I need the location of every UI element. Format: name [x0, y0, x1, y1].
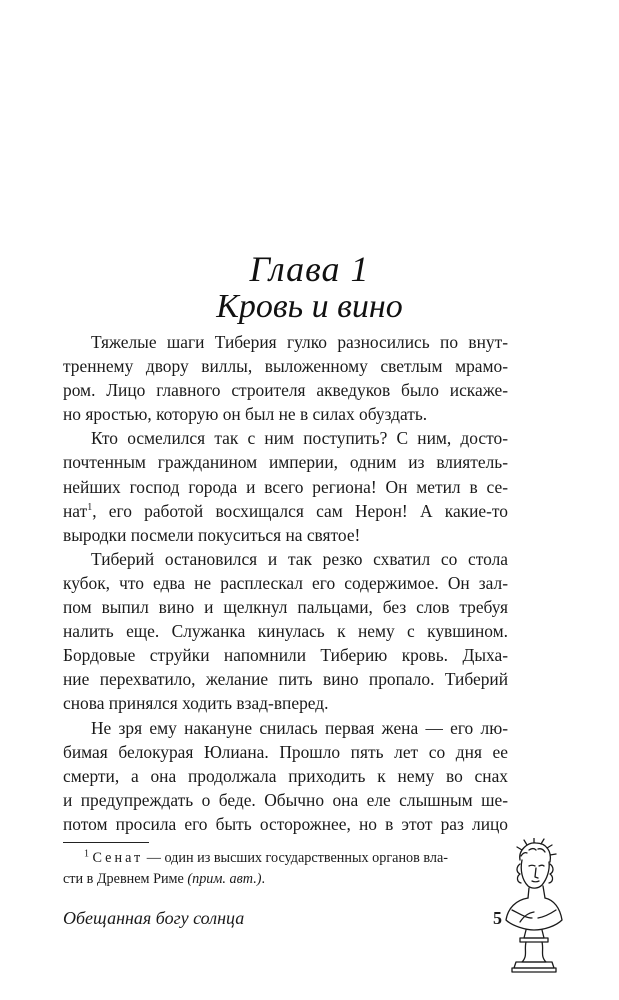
text-line: ние перехватило, желание пить вино пропало. Тиберий	[63, 669, 508, 690]
body-text	[63, 330, 508, 836]
chapter-title: Кровь и вино	[216, 288, 403, 325]
text-line: ром. Лицо главного строителя акведуков было искаже-	[63, 380, 508, 401]
footnote-marker: 1	[84, 848, 89, 860]
text-line: пом выпил вино и щелкнул пальцами, без слов требуя	[63, 597, 508, 618]
text-line: кубок, что едва не расплескал его содержимое. Он зал-	[63, 572, 508, 593]
footnote-text: — один из высших государственных органов вла-	[143, 850, 448, 866]
text-line: бимая белокурая Юлиана. Прошло пять лет со дня ее	[63, 741, 508, 762]
text-line-rest: , его работой восхищался сам Нерон! А какие-то	[92, 500, 508, 521]
text-line: нейших господ города и всего региона! Он метил в се-	[63, 476, 508, 497]
footnote	[63, 848, 503, 890]
senat-word: нат	[63, 500, 88, 521]
footnote-line	[63, 848, 503, 869]
text-line: смерти, а она продолжала приходить к нему во снах	[63, 765, 508, 786]
text-line-with-footnote	[63, 499, 508, 523]
text-line: налить еще. Служанка кинулась к нему с кувшином.	[63, 621, 508, 642]
text-line: но яростью, которую он был не в силах обуздать.	[63, 404, 428, 425]
page-number: 5	[493, 908, 502, 928]
text-line: почтенным гражданином империи, одним из влиятель-	[63, 452, 508, 473]
text-line: потом просила его быть осторожнее, но в этот раз лицо	[63, 813, 508, 834]
text-line: и предупреждать о беде. Обычно она еле слышным ше-	[63, 789, 508, 810]
footnote-author-note: (прим. авт.)	[187, 871, 262, 887]
apollo-bust-icon	[498, 838, 570, 976]
footnote-reference: 1	[87, 501, 93, 513]
footnote-term: Сенат	[92, 850, 144, 866]
text-line: выродки посмели покуситься на святое!	[63, 524, 361, 545]
chapter-number: Глава 1	[249, 249, 370, 289]
text-line: Тиберий остановился и так резко схватил со стола	[91, 548, 508, 569]
text-line: Тяжелые шаги Тиберия гулко разносились по внут-	[91, 332, 508, 352]
text-line: треннему двору виллы, выложенному светлым мрамо-	[63, 356, 508, 377]
footnote-line	[63, 869, 503, 890]
footnote-divider	[63, 842, 149, 843]
text-line: Не зря ему накануне снилась первая жена — его лю-	[91, 717, 508, 738]
footnote-period: .	[261, 871, 266, 887]
footnote-text: сти в Древнем Риме	[63, 871, 188, 887]
text-line: Кто осмелился так с ним поступить? С ним, досто-	[91, 428, 508, 449]
text-line: Бордовые струйки напомнили Тиберию кровь. Дыха-	[63, 645, 508, 666]
text-line: снова принялся ходить взад-вперед.	[63, 693, 329, 714]
running-title: Обещанная богу солнца	[63, 908, 245, 928]
